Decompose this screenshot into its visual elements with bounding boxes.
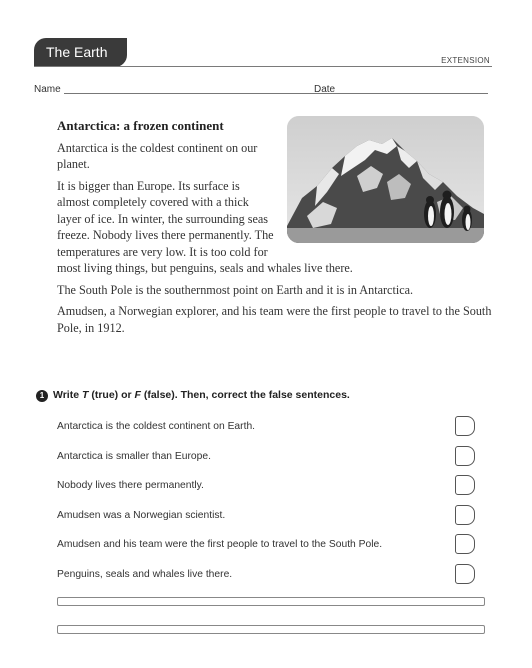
date-label: Date	[314, 84, 336, 95]
correction-line[interactable]	[57, 625, 485, 634]
instruction-part: (true) or	[88, 389, 135, 401]
instruction-part: (false). Then, correct the false sentences.	[140, 389, 350, 401]
answer-box[interactable]	[455, 534, 475, 554]
article-title: Antarctica: a frozen continent	[57, 118, 224, 133]
list-item	[57, 563, 477, 593]
true-false-list	[57, 415, 477, 592]
correction-line[interactable]	[57, 597, 485, 606]
instruction-true-letter: T	[81, 389, 89, 401]
header-divider	[34, 66, 492, 67]
mountain-penguins-image	[287, 116, 484, 243]
answer-box[interactable]	[455, 475, 475, 495]
answer-box[interactable]	[455, 505, 475, 525]
answer-box[interactable]	[455, 416, 475, 436]
list-item	[57, 504, 477, 534]
date-field[interactable]	[340, 93, 488, 94]
exercise-instruction	[36, 389, 350, 402]
exercise-number: 1	[36, 390, 48, 402]
worksheet-title: The Earth	[46, 44, 108, 60]
answer-box[interactable]	[455, 446, 475, 466]
answer-box[interactable]	[455, 564, 475, 584]
name-label: Name	[34, 84, 61, 95]
statement-text: Antarctica is smaller than Europe.	[57, 450, 211, 462]
statement-text: Amudsen and his team were the first people to travel to the South Pole.	[57, 539, 383, 550]
instruction-part: Write	[53, 389, 82, 401]
statement-text: Amudsen was a Norwegian scientist.	[57, 509, 226, 521]
statement-text: Nobody lives there permanently.	[57, 480, 204, 491]
name-date-row	[34, 84, 492, 100]
list-item	[57, 533, 477, 563]
list-item	[57, 474, 477, 504]
worksheet-title-tab	[34, 38, 127, 67]
article	[57, 118, 493, 341]
statement-text: Penguins, seals and whales live there.	[57, 568, 233, 580]
article-paragraph: The South Pole is the southernmost point on Earth and it is in Antarctica.	[57, 282, 414, 297]
statement-text: Antarctica is the coldest continent on Earth.	[57, 421, 256, 432]
article-paragraph: Antarctica is the coldest continent on our planet.	[57, 140, 258, 171]
list-item	[57, 415, 477, 445]
article-paragraph: Amudsen, a Norwegian explorer, and his team were the first people to travel to the South Pole, in 1912.	[57, 304, 492, 335]
list-item	[57, 445, 477, 475]
article-paragraph: It is bigger than Europe. Its surface is almost completely covered with a thick layer of ice. In winter, the surrounding seas freeze. Nobody lives there permanently. The temperatures are very low. It is too cold for most living things, but penguins, seals and whales live there.	[57, 178, 353, 275]
section-label: EXTENSION	[441, 56, 490, 65]
antarctica-photo	[287, 116, 484, 243]
instruction-false-letter: F	[134, 389, 141, 401]
name-field[interactable]	[64, 93, 340, 94]
